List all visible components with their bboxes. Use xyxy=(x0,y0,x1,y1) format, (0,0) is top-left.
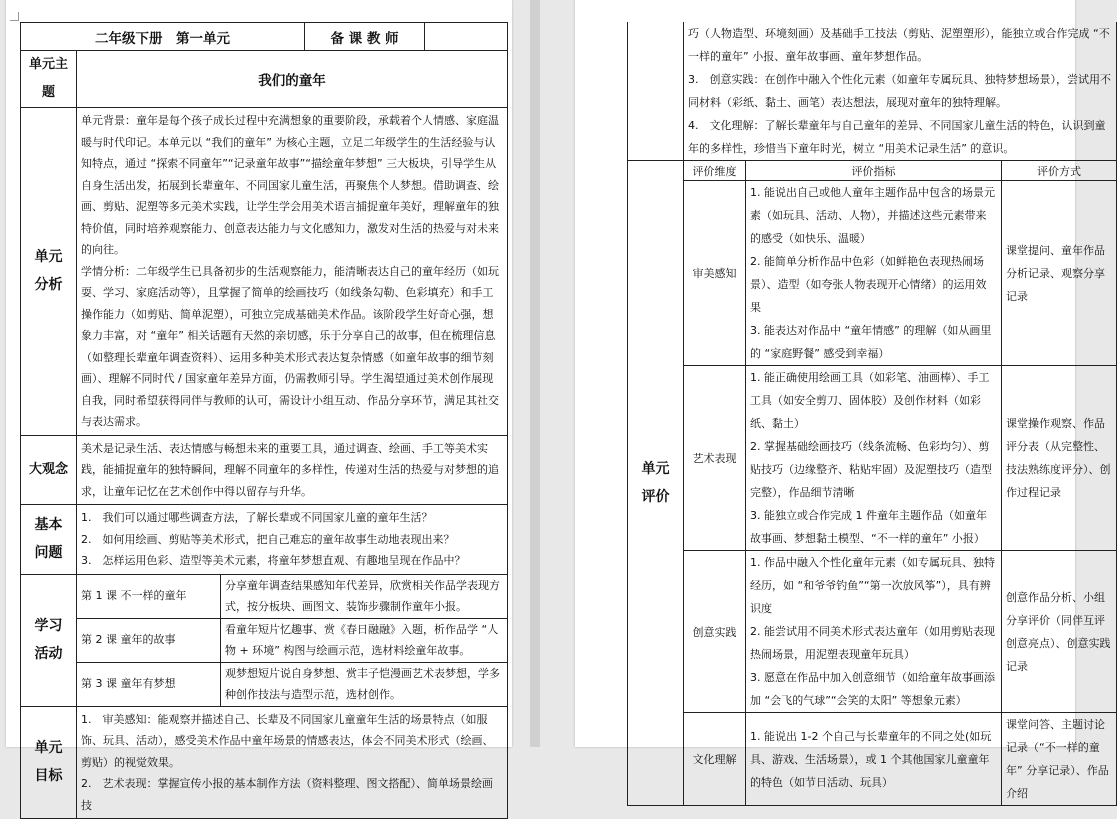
eval-dimension: 审美感知 xyxy=(684,181,746,366)
question-item: 2. 如何用绘画、剪贴等美术形式，把自己难忘的童年故事生动地表现出来？ xyxy=(81,532,455,546)
eval-method: 课堂提问、童年作品分析记录、观察分享记录 xyxy=(1002,181,1117,366)
theme-value: 我们的童年 xyxy=(77,51,508,108)
goal-item: 巧（人物造型、环境刻画）及基础手工技法（剪贴、泥塑塑形），能独立或合作完成 “不一样的童年” 小报、童年故事画、童年梦想作品。 xyxy=(688,27,1110,63)
analysis-label: 单元 分析 xyxy=(21,108,77,436)
lesson-desc: 观梦想短片说自身梦想、赏丰子恺漫画艺术表梦想，学多种创作技法与造型示范，选材创作。 xyxy=(221,662,508,706)
unit-plan-table-continued xyxy=(627,22,1117,806)
lesson-desc: 分享童年调查结果感知年代差异，欣赏相关作品学表现方式，按分板块、画图文、装饰步骤制作童年小报。 xyxy=(221,574,508,618)
goal-item: 3. 创意实践：在创作中融入个性化元素（如童年专属玩具、独特梦想场景），尝试用不同材料（彩纸、黏土、画笔）表达想法，展现对童年的独特理解。 xyxy=(688,73,1111,109)
eval-method: 课堂操作观察、作品评分表（从完整性、技法熟练度评分）、创作过程记录 xyxy=(1002,366,1117,551)
questions-label: 基本 问题 xyxy=(21,505,77,575)
eval-dimension: 创意实践 xyxy=(684,551,746,713)
eval-dimension: 艺术表现 xyxy=(684,366,746,551)
teacher-label: 备 课 教 师 xyxy=(305,23,425,51)
grade-unit-title: 二年级下册 第一单元 xyxy=(21,23,305,51)
eval-indicators: 1. 能说出 1-2 个自己与长辈童年的不同之处(如玩具、游戏、生活场景），或 1 个其他国家儿童童年的特色（如节日活动、玩具） xyxy=(746,713,1002,806)
evaluation-label: 单元 评价 xyxy=(628,161,684,806)
eval-indicators: 1. 作品中融入个性化童年元素（如专属玩具、独特经历，如 “和爷爷钓鱼”“第一次放风筝”），具有辨识度 2. 能尝试用不同美术形式表达童年（如用剪贴表现热闹场景，用泥塑表现童年玩具） 3. 愿意在作品中加入创意细节（如给童年故事画添加 “会飞的气球”“会笑的太阳” 等想象元素） xyxy=(746,551,1002,713)
activities-label: 学习 活动 xyxy=(21,574,77,706)
teacher-name-field[interactable] xyxy=(425,23,508,51)
corner-mark xyxy=(10,12,19,21)
unit-plan-table xyxy=(20,22,508,819)
unit-background-text: 单元背景：童年是每个孩子成长过程中充满想象的重要阶段，承载着个人情感、家庭温暖与时代印记。本单元以 “我们的童年” 为核心主题，立足二年级学生的生活经验与认知特点，通过 “探索不同童年”“记录童年故事”“描绘童年梦想” 三大板块，引导学生从自身生活出发，拓展到长辈童年、不同国家儿童生活，再聚焦个人梦想。借助调查、绘画、剪贴、泥塑等多元美术实践，让学生学会用美术语言捕捉童年美好，理解童年的独特价值，同时培养观察能力、创意表达能力与文化感知力，激发对生活的热爱与对未来的向往。 xyxy=(81,114,499,256)
theme-label: 单元主题 xyxy=(21,51,77,108)
goal-item: 4. 文化理解：了解长辈童年与自己童年的差异、不同国家儿童生活的特色，认识到童年的多样性，珍惜当下童年时光，树立 “用美术记录生活” 的意识。 xyxy=(688,119,1106,155)
lesson-name: 第 1 课 不一样的童年 xyxy=(77,574,221,618)
document-page-right xyxy=(575,0,1111,800)
question-item: 1. 我们可以通过哪些调查方法，了解长辈或不同国家儿童的童年生活？ xyxy=(81,511,433,524)
lesson-desc: 看童年短片忆趣事、赏《春日融融》入题，析作品学 “人物 + 环境” 构图与绘画示范，选材料绘童年故事。 xyxy=(221,618,508,662)
goals-label-continued xyxy=(628,22,684,161)
eval-header-method: 评价方式 xyxy=(1002,161,1117,181)
eval-dimension: 文化理解 xyxy=(684,713,746,806)
goals-label: 单元 目标 xyxy=(21,706,77,819)
learner-analysis-text: 学情分析：二年级学生已具备初步的生活观察能力，能清晰表达自己的童年经历（如玩耍、学习、家庭活动等），且掌握了简单的绘画技巧（如线条勾勒、色彩填充）和手工操作能力（如剪贴、简单泥塑），可独立完成基础美术作品。该阶段学生好奇心强，想象力丰富，对 “童年” 相关话题有天然的亲切感，乐于分享自己的故事，但在梳理信息（如整理长辈童年调查资料）、运用多种美术形式表达复杂情感（如童年故事的细节刻画）、理解不同时代 / 国家童年差异方面，仍需教师引导。学生渴望通过美术创作展现自我，同时希望获得同伴与教师的认可，需设计小组互动、作品分享环节，满足其社交与表达需求。 xyxy=(81,264,499,428)
goal-item: 1. 审美感知：能观察并描述自己、长辈及不同国家儿童童年生活的场景特点（如服饰、玩具、活动），感受美术作品中童年场景的情感表达，体会不同美术形式（绘画、剪贴）的视觉效果。 xyxy=(81,712,494,769)
lesson-name: 第 3 课 童年有梦想 xyxy=(77,662,221,706)
document-page-left xyxy=(6,0,512,812)
question-item: 3. 怎样运用色彩、造型等美术元素，将童年梦想直观、有趣地呈现在作品中？ xyxy=(81,554,466,567)
lesson-name: 第 2 课 童年的故事 xyxy=(77,618,221,662)
eval-header-indicator: 评价指标 xyxy=(746,161,1002,181)
eval-indicators: 1. 能说出自己或他人童年主题作品中包含的场景元素（如玩具、活动、人物），并描述这些元素带来的感受（如快乐、温暖） 2. 能简单分析作品中色彩（如鲜艳色表现热闹场景）、造型（如夸张人物表现开心情绪）的运用效果 3. 能表达对作品中 “童年情感” 的理解（如从画里的 “家庭野餐” 感受到幸福） xyxy=(746,181,1002,366)
eval-indicators: 1. 能正确使用绘画工具（如彩笔、油画棒）、手工工具（如安全剪刀、固体胶）及创作材料（如彩纸、黏土） 2. 掌握基础绘画技巧（线条流畅、色彩均匀）、剪贴技巧（边缘整齐、粘贴牢固）及泥塑技巧（造型完整），作品细节清晰 3. 能独立或合作完成 1 件童年主题作品（如童年故事画、梦想黏土模型、“不一样的童年” 小报） xyxy=(746,366,1002,551)
eval-method: 创意作品分析、小组分享评价（同伴互评创意亮点）、创意实践记录 xyxy=(1002,551,1117,713)
big-idea-text: 美术是记录生活、表达情感与畅想未来的重要工具，通过调查、绘画、手工等美术实践，能捕捉童年的独特瞬间，理解不同童年的多样性，传递对生活的热爱与对梦想的追求，让童年记忆在艺术创作中得以留存与升华。 xyxy=(77,435,508,505)
page-gap xyxy=(530,0,540,747)
eval-method: 课堂问答、主题讨论记录（“不一样的童年” 分享记录）、作品介绍 xyxy=(1002,713,1117,806)
big-idea-label: 大观念 xyxy=(21,435,77,505)
goal-item: 2. 艺术表现：掌握宣传小报的基本制作方法（资料整理、图文搭配）、简单场景绘画技 xyxy=(81,777,493,812)
eval-header-dimension: 评价维度 xyxy=(684,161,746,181)
